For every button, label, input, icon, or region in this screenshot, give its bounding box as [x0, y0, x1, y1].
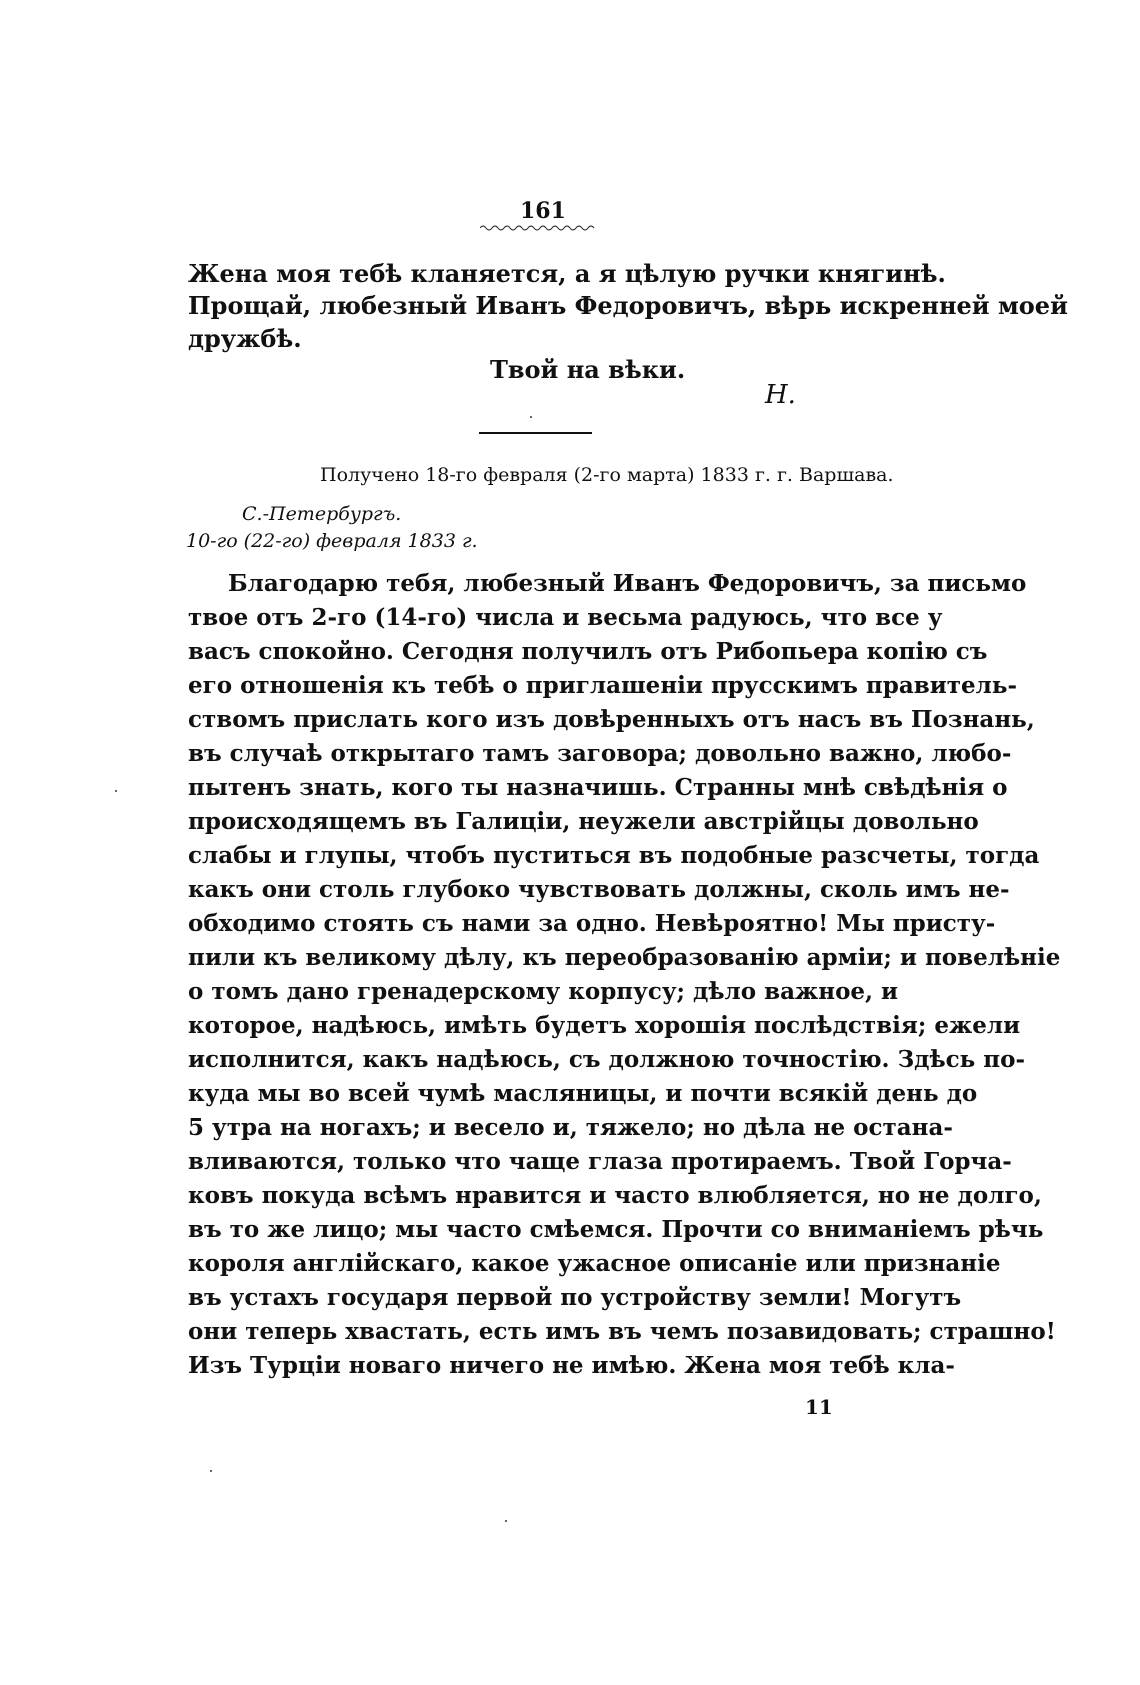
letter-line: Благодарю тебя, любезный Иванъ Федоровичъ, за письмо	[228, 570, 1027, 597]
closing-line: Прощай, любезный Иванъ Федоровичъ, вѣрь искренней моей	[188, 291, 1068, 320]
letter-line: ковъ покуда всѣмъ нравится и часто влюбляется, но не долго,	[188, 1182, 1042, 1209]
section-divider	[479, 432, 592, 434]
closing-line: Жена моя тебѣ кланяется, а я цѣлую ручки княгинѣ.	[188, 259, 946, 288]
letter-line: какъ они столь глубоко чувствовать должны, сколь имъ не-	[188, 876, 1010, 903]
letter-line: которое, надѣюсь, имѣть будетъ хорошiя послѣдствiя; ежели	[188, 1012, 1021, 1039]
signature-mark: 11	[805, 1395, 833, 1419]
letter-place: С.-Петербургъ.	[242, 503, 402, 525]
letter-line: ствомъ прислать кого изъ довѣренныхъ отъ насъ въ Познань,	[188, 706, 1035, 733]
letter-line: пили къ великому дѣлу, къ переобразованiю армiи; и повелѣнiе	[188, 944, 1061, 971]
letter-line: обходимо стоять съ нами за одно. Невѣроятно! Мы присту-	[188, 910, 996, 937]
letter-line: васъ спокойно. Сегодня получилъ отъ Рибопьера копiю съ	[188, 638, 988, 665]
letter-line: въ случаѣ открытаго тамъ заговора; довольно важно, любо-	[188, 740, 1012, 767]
letter-line: о томъ дано гренадерскому корпусу; дѣло важное, и	[188, 978, 899, 1005]
letter-line: его отношенiя къ тебѣ о приглашенiи прусскимъ правитель-	[188, 672, 1018, 699]
signature: Н.	[765, 380, 796, 410]
letter-line: слабы и глупы, чтобъ пуститься въ подобные разсчеты, тогда	[188, 842, 1040, 869]
letter-line: короля англiйскаго, какое ужасное описанiе или признанiе	[188, 1250, 1001, 1277]
letter-line: куда мы во всей чумѣ масляницы, и почти всякiй день до	[188, 1080, 978, 1107]
speck	[530, 416, 532, 418]
letter-line: въ устахъ государя первой по устройству земли! Могутъ	[188, 1284, 962, 1311]
letter-line: исполнится, какъ надѣюсь, съ должною точностiю. Здѣсь по-	[188, 1046, 1025, 1073]
wavy-ornament	[480, 224, 595, 232]
closing-line: дружбѣ.	[188, 324, 302, 353]
letter-line: вливаются, только что чаще глаза протираемъ. Твой Горча-	[188, 1148, 1012, 1175]
letter-line: твое отъ 2-го (14-го) числа и весьма радуюсь, что все у	[188, 604, 943, 631]
letter-line: происходящемъ въ Галицiи, неужели австрiйцы довольно	[188, 808, 979, 835]
letter-line: 5 утра на ногахъ; и весело и, тяжело; но дѣла не остана-	[188, 1114, 953, 1141]
received-note: Получено 18-го февраля (2-го марта) 1833 г. г. Варшава.	[320, 464, 894, 486]
page-number: 161	[520, 198, 566, 224]
speck	[505, 1520, 507, 1522]
letter-line: Изъ Турцiи новаго ничего не имѣю. Жена моя тебѣ кла-	[188, 1352, 955, 1379]
letter-line: пытенъ знать, кого ты назначишь. Странны мнѣ свѣдѣнiя о	[188, 774, 1008, 801]
letter-date: 10-го (22-го) февраля 1833 г.	[186, 530, 478, 552]
letter-line: они теперь хвастать, есть имъ въ чемъ позавидовать; страшно!	[188, 1318, 1056, 1345]
letter-line: въ то же лицо; мы часто смѣемся. Прочти со вниманiемъ рѣчь	[188, 1216, 1044, 1243]
farewell: Твой на вѣки.	[490, 355, 686, 384]
speck	[210, 1470, 212, 1472]
speck	[115, 790, 117, 792]
